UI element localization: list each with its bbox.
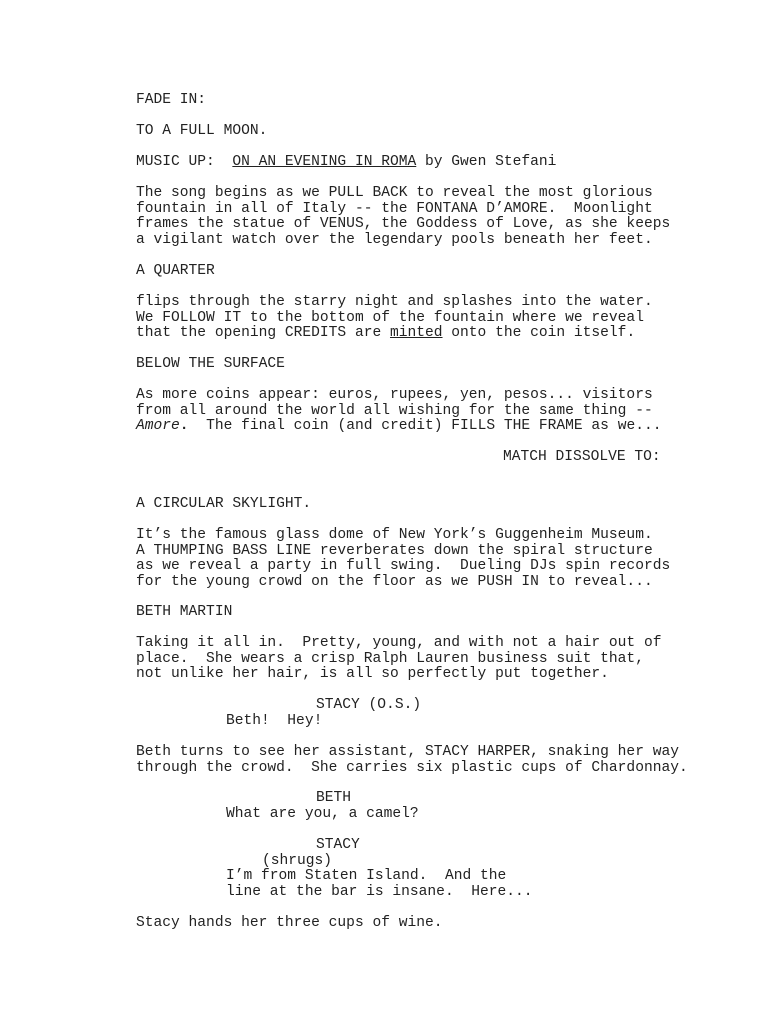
shot-full-moon: TO A FULL MOON. — [136, 123, 268, 139]
action-line — [136, 326, 635, 342]
dialogue-line: I’m from Staten Island. And the — [226, 868, 507, 884]
music-cue — [136, 155, 556, 171]
action-text: that the opening CREDITS are — [136, 325, 390, 341]
shot-quarter: A QUARTER — [136, 263, 215, 279]
action-line: not unlike her hair, is all so perfectly put together. — [136, 666, 609, 682]
action-line: as we reveal a party in full swing. Dueling DJs spin records — [136, 558, 671, 574]
action-line: frames the statue of VENUS, the Goddess of Love, as she keeps — [136, 216, 671, 232]
character-cue: BETH — [316, 790, 352, 806]
action-line: It’s the famous glass dome of New York’s Guggenheim Museum. — [136, 527, 653, 543]
action-line: for the young crowd on the floor as we PUSH IN to reveal... — [136, 573, 653, 590]
action-text: The final coin (and credit) FILLS THE FRAME as we... — [188, 418, 662, 434]
shot-circular-skylight: A CIRCULAR SKYLIGHT. — [136, 496, 312, 512]
action-line: Beth turns to see her assistant, STACY HARPER, snaking her way — [136, 744, 679, 760]
action-line: fountain in all of Italy -- the FONTANA D’AMORE. Moonlight — [136, 200, 653, 217]
dialogue-line: Beth! Hey! — [226, 712, 323, 729]
underlined-word: minted — [389, 325, 443, 341]
action-line: place. She wears a crisp Ralph Lauren business suit that, — [136, 650, 644, 667]
music-title: ON AN EVENING IN ROMA — [232, 154, 417, 170]
action-line: a vigilant watch over the legendary pools beneath her feet. — [136, 231, 653, 248]
music-artist: by Gwen Stefani — [416, 154, 557, 170]
dialogue-line: line at the bar is insane. Here... — [226, 883, 533, 900]
action-line: flips through the starry night and splashes into the water. — [136, 294, 653, 310]
action-line: The song begins as we PULL BACK to reveal the most glorious — [136, 185, 653, 201]
action-line: As more coins appear: euros, rupees, yen, pesos... visitors — [136, 387, 653, 403]
action-line: Stacy hands her three cups of wine. — [136, 915, 443, 931]
shot-below-surface: BELOW THE SURFACE — [136, 356, 285, 372]
character-cue: STACY — [316, 837, 360, 853]
action-line: We FOLLOW IT to the bottom of the fountain where we reveal — [136, 309, 644, 326]
action-line: A THUMPING BASS LINE reverberates down the spiral structure — [136, 542, 653, 559]
action-line: from all around the world all wishing for the same thing -- — [136, 402, 653, 419]
action-line — [136, 419, 661, 435]
music-prefix: MUSIC UP: — [136, 154, 233, 170]
character-cue: STACY (O.S.) — [316, 697, 422, 713]
parenthetical: (shrugs) — [262, 852, 333, 869]
transition-match-dissolve: MATCH DISSOLVE TO: — [503, 449, 661, 465]
dialogue-line: What are you, a camel? — [226, 805, 419, 822]
transition-fade-in: FADE IN: — [136, 92, 207, 108]
action-line: Taking it all in. Pretty, young, and with not a hair out of — [136, 635, 662, 651]
action-text: onto the coin itself. — [442, 325, 636, 341]
bold-period: . — [179, 418, 189, 434]
action-line: through the crowd. She carries six plastic cups of Chardonnay. — [136, 759, 688, 776]
shot-beth-martin: BETH MARTIN — [136, 604, 233, 620]
italic-word: Amore — [136, 418, 180, 434]
